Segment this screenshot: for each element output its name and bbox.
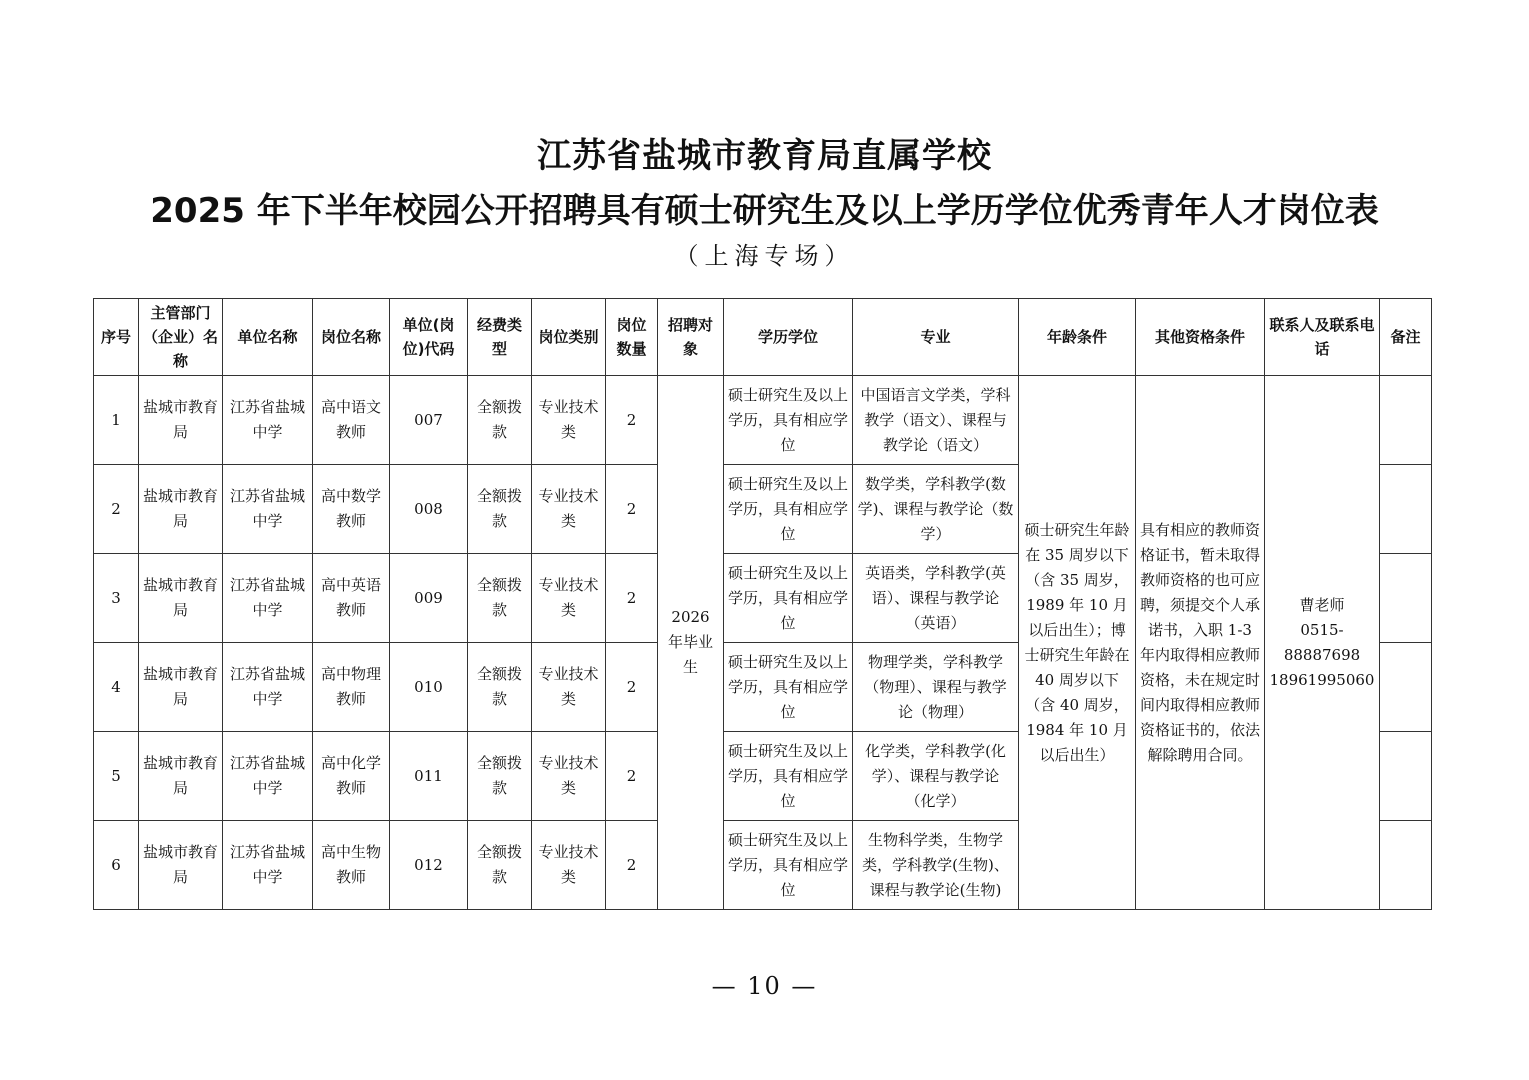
cell-major: 生物科学类，生物学类，学科教学(生物)、课程与教学论(生物) bbox=[853, 821, 1019, 910]
header-edu: 学历学位 bbox=[724, 299, 853, 376]
cell-unit: 江苏省盐城中学 bbox=[223, 732, 313, 821]
cell-note bbox=[1380, 376, 1432, 465]
header-other: 其他资格条件 bbox=[1136, 299, 1265, 376]
header-major: 专业 bbox=[853, 299, 1019, 376]
cell-count: 2 bbox=[606, 376, 658, 465]
cell-post-name: 高中数学教师 bbox=[313, 465, 390, 554]
table-header-row bbox=[94, 299, 1432, 376]
table-row bbox=[94, 376, 1432, 465]
cell-code: 011 bbox=[390, 732, 468, 821]
cell-post-type: 专业技术类 bbox=[532, 643, 606, 732]
cell-post-type: 专业技术类 bbox=[532, 732, 606, 821]
cell-fund: 全额拨款 bbox=[468, 821, 532, 910]
cell-note bbox=[1380, 732, 1432, 821]
header-target: 招聘对象 bbox=[658, 299, 724, 376]
cell-major: 英语类，学科教学(英语）、课程与教学论（英语） bbox=[853, 554, 1019, 643]
document-title-line1: 江苏省盐城市教育局直属学校 bbox=[537, 136, 992, 176]
header-fund: 经费类型 bbox=[468, 299, 532, 376]
cell-seq: 1 bbox=[94, 376, 139, 465]
cell-edu: 硕士研究生及以上学历，具有相应学位 bbox=[724, 554, 853, 643]
cell-code: 007 bbox=[390, 376, 468, 465]
cell-post-name: 高中语文教师 bbox=[313, 376, 390, 465]
cell-major: 物理学类，学科教学（物理）、课程与教学论（物理） bbox=[853, 643, 1019, 732]
header-contact: 联系人及联系电话 bbox=[1265, 299, 1380, 376]
cell-edu: 硕士研究生及以上学历，具有相应学位 bbox=[724, 465, 853, 554]
contact-phone: 0515-88887698 bbox=[1283, 620, 1361, 664]
header-post-type: 岗位类别 bbox=[532, 299, 606, 376]
cell-count: 2 bbox=[606, 643, 658, 732]
cell-post-name: 高中化学教师 bbox=[313, 732, 390, 821]
cell-dept: 盐城市教育局 bbox=[139, 465, 223, 554]
cell-age: 硕士研究生年龄在 35 周岁以下（含 35 周岁，1989 年 10 月以后出生）；博士研究生年龄在 40 周岁以下（含 40 周岁，1984 年 10 月以后出生） bbox=[1019, 376, 1136, 910]
document-subtitle: （上海专场） bbox=[674, 242, 855, 270]
cell-fund: 全额拨款 bbox=[468, 376, 532, 465]
cell-count: 2 bbox=[606, 554, 658, 643]
cell-seq: 4 bbox=[94, 643, 139, 732]
cell-note bbox=[1380, 465, 1432, 554]
cell-unit: 江苏省盐城中学 bbox=[223, 643, 313, 732]
header-count: 岗位数量 bbox=[606, 299, 658, 376]
contact-name: 曹老师 bbox=[1299, 595, 1345, 614]
cell-seq: 2 bbox=[94, 465, 139, 554]
cell-fund: 全额拨款 bbox=[468, 465, 532, 554]
cell-post-name: 高中生物教师 bbox=[313, 821, 390, 910]
cell-other: 具有相应的教师资格证书，暂未取得教师资格的也可应聘，须提交个人承诺书，入职 1-3 年内取得相应教师资格，未在规定时间内取得相应教师资格证书的，依法解除聘用合同。 bbox=[1136, 376, 1265, 910]
cell-post-type: 专业技术类 bbox=[532, 821, 606, 910]
cell-unit: 江苏省盐城中学 bbox=[223, 376, 313, 465]
cell-code: 009 bbox=[390, 554, 468, 643]
cell-target: 2026 年毕业生 bbox=[658, 376, 724, 910]
cell-note bbox=[1380, 821, 1432, 910]
header-code: 单位(岗位)代码 bbox=[390, 299, 468, 376]
cell-edu: 硕士研究生及以上学历，具有相应学位 bbox=[724, 821, 853, 910]
cell-contact bbox=[1265, 376, 1380, 910]
contact-mobile: 18961995060 bbox=[1269, 670, 1375, 689]
cell-code: 008 bbox=[390, 465, 468, 554]
cell-dept: 盐城市教育局 bbox=[139, 643, 223, 732]
cell-post-type: 专业技术类 bbox=[532, 465, 606, 554]
cell-fund: 全额拨款 bbox=[468, 643, 532, 732]
cell-edu: 硕士研究生及以上学历，具有相应学位 bbox=[724, 732, 853, 821]
cell-major: 数学类，学科教学(数学)、课程与教学论（数学） bbox=[853, 465, 1019, 554]
cell-fund: 全额拨款 bbox=[468, 732, 532, 821]
cell-post-type: 专业技术类 bbox=[532, 554, 606, 643]
cell-dept: 盐城市教育局 bbox=[139, 732, 223, 821]
cell-note bbox=[1380, 643, 1432, 732]
cell-major: 中国语言文学类，学科教学（语文）、课程与教学论（语文） bbox=[853, 376, 1019, 465]
cell-code: 012 bbox=[390, 821, 468, 910]
cell-post-type: 专业技术类 bbox=[532, 376, 606, 465]
cell-code: 010 bbox=[390, 643, 468, 732]
cell-edu: 硕士研究生及以上学历，具有相应学位 bbox=[724, 376, 853, 465]
cell-seq: 5 bbox=[94, 732, 139, 821]
cell-unit: 江苏省盐城中学 bbox=[223, 465, 313, 554]
cell-unit: 江苏省盐城中学 bbox=[223, 821, 313, 910]
cell-edu: 硕士研究生及以上学历，具有相应学位 bbox=[724, 643, 853, 732]
cell-dept: 盐城市教育局 bbox=[139, 821, 223, 910]
header-dept: 主管部门（企业）名称 bbox=[139, 299, 223, 376]
cell-dept: 盐城市教育局 bbox=[139, 376, 223, 465]
cell-post-name: 高中物理教师 bbox=[313, 643, 390, 732]
cell-post-name: 高中英语教师 bbox=[313, 554, 390, 643]
cell-dept: 盐城市教育局 bbox=[139, 554, 223, 643]
cell-major: 化学类，学科教学(化学）、课程与教学论（化学） bbox=[853, 732, 1019, 821]
header-note: 备注 bbox=[1380, 299, 1432, 376]
cell-unit: 江苏省盐城中学 bbox=[223, 554, 313, 643]
header-seq: 序号 bbox=[94, 299, 139, 376]
recruitment-table bbox=[93, 298, 1432, 910]
page-number: — 10 — bbox=[711, 972, 818, 1000]
header-unit: 单位名称 bbox=[223, 299, 313, 376]
document-title-line2: 2025 年下半年校园公开招聘具有硕士研究生及以上学历学位优秀青年人才岗位表 bbox=[150, 191, 1379, 231]
header-post-name: 岗位名称 bbox=[313, 299, 390, 376]
cell-count: 2 bbox=[606, 465, 658, 554]
cell-note bbox=[1380, 554, 1432, 643]
cell-count: 2 bbox=[606, 732, 658, 821]
header-age: 年龄条件 bbox=[1019, 299, 1136, 376]
cell-fund: 全额拨款 bbox=[468, 554, 532, 643]
cell-count: 2 bbox=[606, 821, 658, 910]
cell-seq: 6 bbox=[94, 821, 139, 910]
cell-seq: 3 bbox=[94, 554, 139, 643]
